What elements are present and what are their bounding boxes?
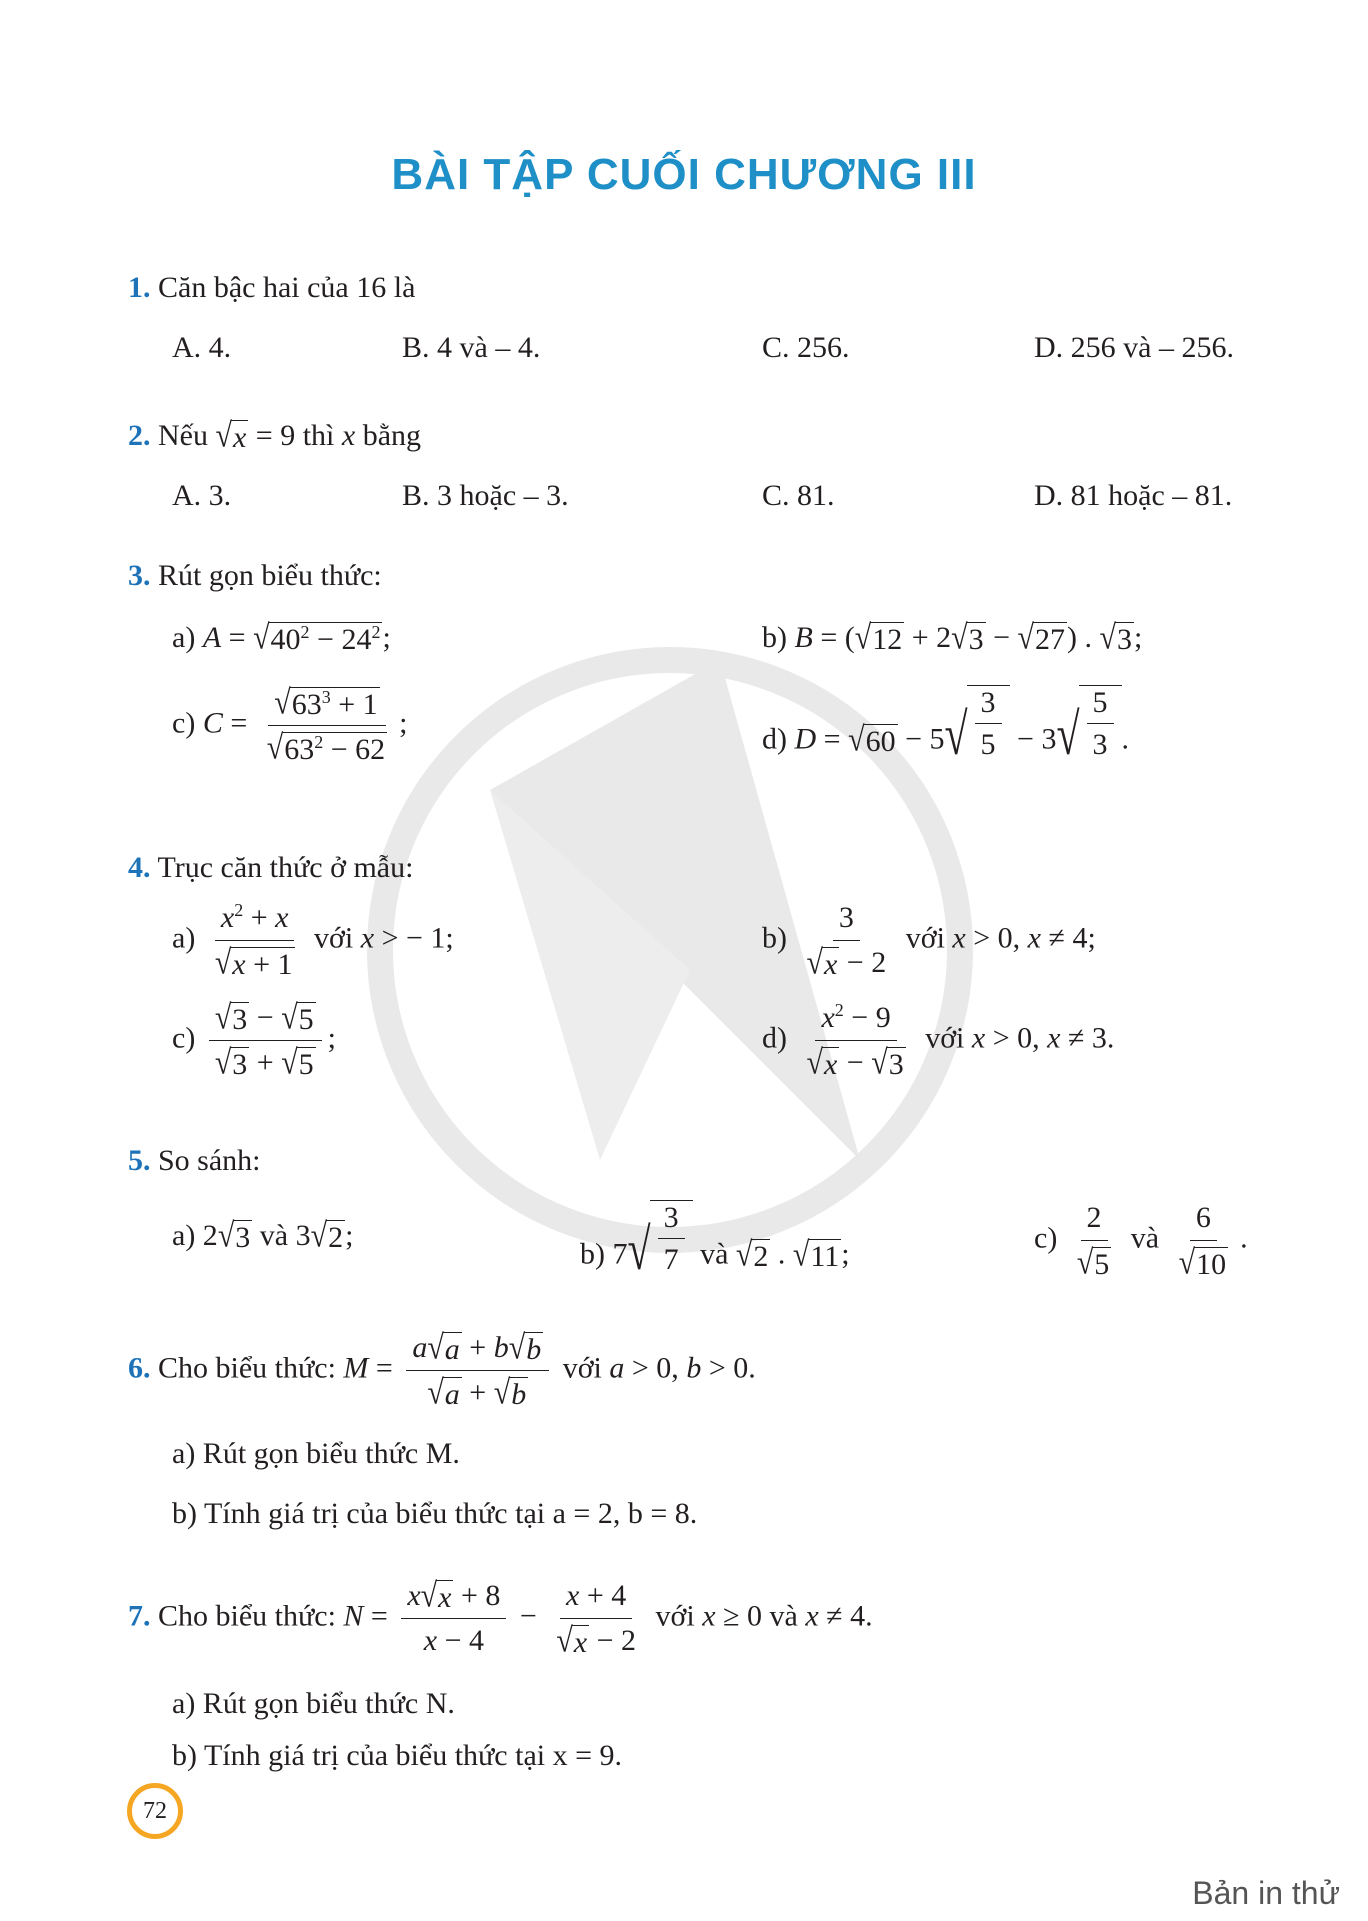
question-2: 2. Nếu √ x = 9 thì x bằng: [128, 416, 422, 455]
question-text: Cho biểu thức:: [158, 1351, 336, 1385]
math-3c: c) C = √ $63^3 + 1$ √ $63^2 - 62$ ;: [172, 683, 408, 767]
question-6a: a) Rút gọn biểu thức M.: [172, 1437, 460, 1470]
math-5b: b) 7 √ $\frac{3}{7}$ và √ 2 . √ 11 ;: [580, 1201, 850, 1283]
math-6-expression: a √ a + b √ b √ a + √ b: [406, 1330, 549, 1411]
option-d: D. 81 hoặc – 81.: [1034, 479, 1233, 512]
question-1: [128, 270, 415, 306]
question-number: 1.: [128, 271, 151, 304]
option-c: C. 256.: [762, 331, 850, 364]
option-a: A. 4.: [172, 331, 232, 364]
math-4c: c) √ 3 − √ 5 √ 3 + √ 5 ;: [172, 998, 337, 1082]
question-number: 7.: [128, 1599, 151, 1633]
math-5c: c) 2 √ 5 và 6 √ 10 .: [1034, 1201, 1248, 1282]
option-d: D. 256 và – 256.: [1034, 331, 1234, 364]
option-b: B. 4 và – 4.: [402, 331, 541, 364]
math-7-fraction-1: x √ x + 8 x − 4: [401, 1578, 506, 1659]
question-7: 7. Cho biểu thức: N = x √ x + 8 x − 4 − x + 4 √ x − 2 với x ≥ 0 và x ≠ 4.: [128, 1576, 873, 1660]
question-number: 3.: [128, 559, 151, 592]
math-3d: d) D = √ 60 − 5 √ $\frac{3}{5}$ − 3 √ $\frac{5}{3}$ .: [762, 686, 1130, 768]
question-number: 5.: [128, 1144, 151, 1177]
question-6: 6. Cho biểu thức: M = a √ a + b √ b √ a + √ b với a > 0, b > 0.: [128, 1328, 756, 1412]
math-4d: d) $x^2 - 9$ √ x − √ 3 với x > 0, x ≠ 3.: [762, 1000, 1115, 1082]
question-7a: a) Rút gọn biểu thức N.: [172, 1687, 455, 1720]
option-c: C. 81.: [762, 479, 835, 512]
question-4: [128, 850, 413, 886]
question-number: 4.: [128, 851, 151, 884]
question-text: Trục căn thức ở mẫu:: [157, 851, 414, 884]
question-5: [128, 1143, 261, 1179]
option-b: B. 3 hoặc – 3.: [402, 479, 569, 512]
question-3: [128, 558, 382, 594]
question-text: Cho biểu thức:: [158, 1599, 336, 1633]
question-number: 6.: [128, 1351, 151, 1385]
question-6b: b) Tính giá trị của biểu thức tại a = 2, b = 8.: [172, 1497, 698, 1530]
page-number-badge: [127, 1783, 183, 1839]
question-number: 2.: [128, 419, 151, 452]
math-4a: a) $x^2 + x$ √ x + 1 với x > − 1;: [172, 900, 454, 982]
math-sqrt-x: √ x: [215, 416, 247, 455]
draft-footer: Bản in thử: [1192, 1875, 1340, 1911]
math-4b: b) 3 √ x − 2 với x > 0, x ≠ 4;: [762, 901, 1096, 982]
question-7b: b) Tính giá trị của biểu thức tại x = 9.: [172, 1739, 623, 1772]
question-text: Rút gọn biểu thức:: [158, 559, 382, 592]
math-3b: b) B = ( √ 12 + 2 √ 3 − √ 27 ) . √ 3 ;: [762, 618, 1143, 657]
question-text: Nếu: [158, 419, 208, 452]
math-3a: a) A = √ $40^2 - 24^2$ ;: [172, 618, 391, 657]
math-7-fraction-2: x + 4 √ x − 2: [556, 1579, 637, 1660]
question-text: Căn bậc hai của 16 là: [158, 271, 416, 304]
page-title: BÀI TẬP CUỐI CHƯƠNG III: [391, 150, 977, 199]
math-5a: a) 2 √ 3 và 3 √ 2 ;: [172, 1216, 354, 1255]
option-a: A. 3.: [172, 479, 232, 512]
page-number: 72: [143, 1797, 167, 1824]
question-text: So sánh:: [158, 1144, 261, 1177]
